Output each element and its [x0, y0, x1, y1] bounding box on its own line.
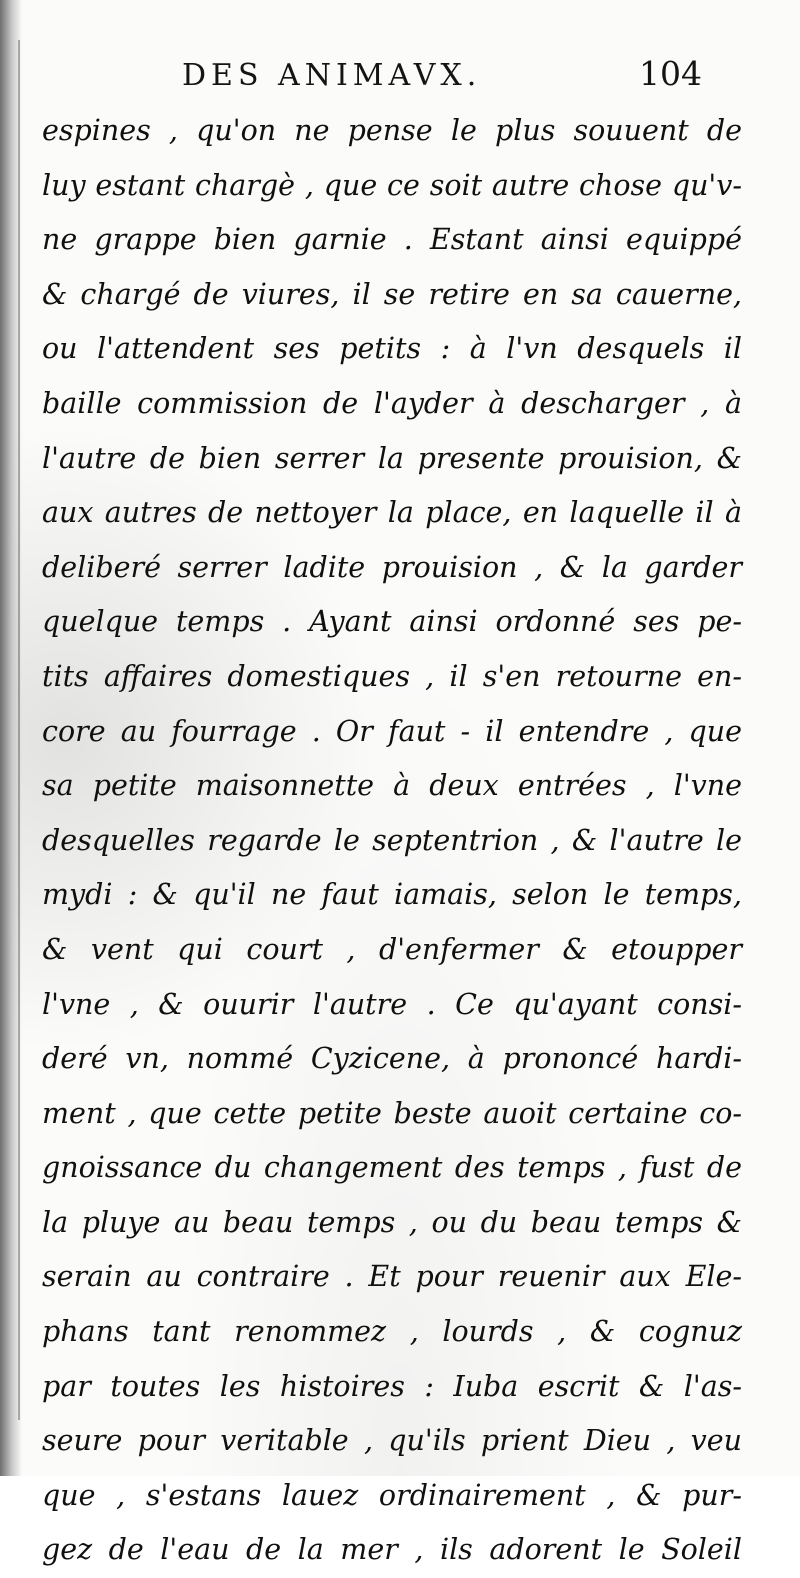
text-line: l'autre de bien serrer la presente prouision, & — [42, 441, 742, 475]
text-line: phans tant renommez , lourds , & cognuz — [42, 1315, 742, 1349]
text-line: sa petite maisonnette à deux entrées , l'vne — [42, 769, 742, 803]
body-text — [42, 104, 742, 1578]
text-line: serain au contraire . Et pour reuenir aux Ele- — [42, 1260, 742, 1294]
text-line: tits affaires domestiques , il s'en retourne en- — [42, 659, 742, 693]
text-line: que , s'estans lauez ordinairement , & pur- — [42, 1478, 742, 1512]
text-line: desquelles regarde le septentrion , & l'autre le — [42, 823, 742, 857]
text-line: & vent qui court , d'enfermer & etoupper — [42, 932, 742, 966]
page-number: 104 — [639, 54, 702, 93]
text-line: aux autres de nettoyer la place, en laquelle il à — [42, 496, 742, 530]
text-line: l'vne , & ouurir l'autre . Ce qu'ayant consi- — [42, 987, 742, 1021]
text-line: deré vn, nommé Cyzicene, à prononcé hardi- — [42, 1042, 742, 1076]
text-line: core au fourrage . Or faut - il entendre , que — [42, 714, 742, 748]
text-line: par toutes les histoires : Iuba escrit & l'as- — [42, 1369, 742, 1403]
text-line: ou l'attendent ses petits : à l'vn desquels il — [42, 332, 742, 366]
page-header — [40, 52, 720, 104]
text-line: espines , qu'on ne pense le plus souuent de — [42, 114, 742, 147]
text-line: mydi : & qu'il ne faut iamais, selon le temps, — [42, 878, 742, 912]
text-line: & chargé de viures, il se retire en sa cauerne, — [42, 277, 742, 311]
bleed-through-smudge — [66, 1420, 286, 1450]
text-line: gez de l'eau de la mer , ils adorent le Soleil — [42, 1533, 742, 1567]
gutter-edge — [18, 40, 20, 1420]
text-line: ment , que cette petite beste auoit certaine co- — [42, 1096, 742, 1130]
text-line: ne grappe bien garnie . Estant ainsi equippé — [42, 223, 742, 257]
text-line: la pluye au beau temps , ou du beau temps & — [42, 1205, 742, 1239]
text-line: gnoissance du changement des temps , fust de — [42, 1151, 742, 1185]
text-line: luy estant chargè , que ce soit autre chose qu'v- — [42, 168, 742, 202]
running-title: DES ANIMAVX. — [182, 58, 482, 93]
text-line: deliberé serrer ladite prouision , & la garder — [42, 550, 742, 584]
text-line: baille commission de l'ayder à descharger , à — [42, 386, 742, 420]
text-line: seure pour veritable , qu'ils prient Dieu , veu — [42, 1424, 742, 1458]
text-line: quelque temps . Ayant ainsi ordonné ses pe- — [42, 605, 742, 639]
